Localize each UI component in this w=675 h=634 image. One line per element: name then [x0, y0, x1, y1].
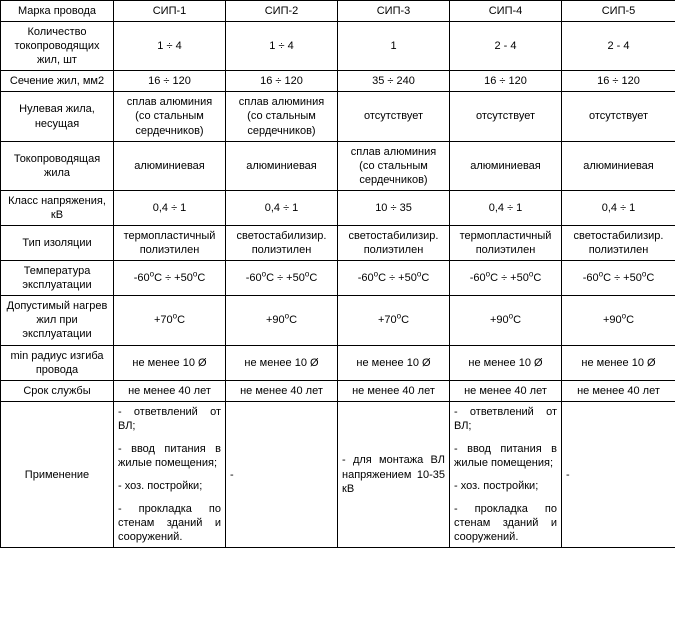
cell-r9-c4: [562, 380, 675, 401]
cell-line: - ответвлений от ВЛ;: [118, 405, 221, 432]
row-label: Нулевая жила, несущая: [1, 92, 114, 141]
cell-line: сердечников): [359, 173, 428, 186]
header-cell-sip-2: СИП-2: [226, 1, 338, 22]
table-row-application: [1, 401, 675, 548]
cell-line: 0,4 ÷ 1: [601, 201, 636, 214]
cell-line: алюминиевая: [246, 159, 317, 172]
table-body: [1, 22, 675, 548]
cell-line: отсутствует: [363, 110, 423, 123]
cell-line: не менее 40 лет: [352, 384, 435, 397]
table-row: [1, 71, 675, 92]
cell-r7-c2: [338, 296, 450, 345]
cell-line: не менее 10 Ø: [356, 356, 431, 369]
cell-line: (со стальным: [135, 110, 204, 123]
cell-r2-c3: [450, 92, 562, 141]
cell-line: термопластичный: [123, 230, 216, 243]
cell-line: 10 ÷ 35: [375, 201, 412, 214]
cell-r5-c0: [114, 226, 226, 261]
cell-r6-c0: [114, 261, 226, 296]
cell-line: сердечников): [247, 124, 316, 137]
cell-line: полиэтилен: [588, 244, 649, 257]
row-label: Применение: [1, 401, 114, 548]
cell-line: $-60^оС \div +50^оС$: [469, 269, 542, 285]
cell-line: $-60^оС \div +50^оС$: [582, 269, 655, 285]
cell-line: - для монтажа ВЛ напряжением 10-35 кВ: [342, 454, 445, 495]
cell-line: светостабилизир.: [348, 230, 439, 243]
row-label: Количество токопроводящих жил, шт: [1, 22, 114, 71]
cell-line: -: [566, 468, 570, 481]
row-label: Токопроводящая жила: [1, 141, 114, 190]
cell-r7-c4: [562, 296, 675, 345]
cell-r1-c4: [562, 71, 675, 92]
cell-r4-c1: [226, 190, 338, 225]
cell-r8-c4: [562, 345, 675, 380]
cell-r7-c3: [450, 296, 562, 345]
cell-r2-c1: [226, 92, 338, 141]
cell-r1-c1: [226, 71, 338, 92]
row-label: Сечение жил, мм2: [1, 71, 114, 92]
cell-r6-c3: [450, 261, 562, 296]
cell-line: $-60^оС \div +50^оС$: [245, 269, 318, 285]
row-label: Температура эксплуатации: [1, 261, 114, 296]
cell-line: - ответвлений от ВЛ;: [454, 405, 557, 432]
cell-line: сплав алюминия: [350, 145, 437, 158]
cell-r2-c4: [562, 92, 675, 141]
cell-r1-c2: [338, 71, 450, 92]
cell-line: 16 ÷ 120: [260, 75, 303, 88]
cell-line: не менее 10 Ø: [132, 356, 207, 369]
cell-r3-c2: [338, 141, 450, 190]
cell-line: 16 ÷ 120: [484, 75, 527, 88]
table-row: [1, 141, 675, 190]
cell-line: - ввод питания в жилые помещения;: [454, 442, 557, 470]
cell-line: отсутствует: [588, 110, 648, 123]
cell-line: полиэтилен: [363, 244, 424, 257]
row-label: Тип изоляции: [1, 226, 114, 261]
cell-line: $+90^оС$: [265, 311, 298, 327]
cell-line: (со стальным: [359, 159, 428, 172]
cell-line: термопластичный: [459, 230, 552, 243]
cell-line: $+90^оС$: [602, 311, 635, 327]
cell-r8-c2: [338, 345, 450, 380]
row-label: min радиус изгиба провода: [1, 345, 114, 380]
cell-line: - прокладка по стенам зданий и сооружений.: [454, 503, 557, 544]
cell-line: не менее 40 лет: [577, 384, 660, 397]
cell-line: алюминиевая: [583, 159, 654, 172]
row-label: Класс напряжения, кВ: [1, 190, 114, 225]
cell-line: -: [230, 468, 234, 481]
cell-r5-c2: [338, 226, 450, 261]
cell-line: 0,4 ÷ 1: [152, 201, 187, 214]
cell-line: не менее 10 Ø: [244, 356, 319, 369]
cell-r4-c4: [562, 190, 675, 225]
cell-line: 1: [390, 40, 397, 53]
cell-line: сердечников): [135, 124, 204, 137]
cell-line: полиэтилен: [139, 244, 200, 257]
cell-r2-c2: [338, 92, 450, 141]
cell-line: $-60^оС \div +50^оС$: [357, 269, 430, 285]
cell-line: 2 - 4: [607, 40, 630, 53]
cell-r5-c4: [562, 226, 675, 261]
row-label: Допустимый нагрев жил при эксплуатации: [1, 296, 114, 345]
cell-line: отсутствует: [475, 110, 535, 123]
cell-r3-c3: [450, 141, 562, 190]
cell-line: не менее 40 лет: [240, 384, 323, 397]
cell-line: алюминиевая: [134, 159, 205, 172]
cell-line: $+70^оС$: [377, 311, 410, 327]
cell-r4-c3: [450, 190, 562, 225]
cell-line: - хоз. постройки;: [118, 480, 203, 493]
table-row: [1, 226, 675, 261]
table-row: [1, 345, 675, 380]
table-row: [1, 380, 675, 401]
header-cell-sip-1: СИП-1: [114, 1, 226, 22]
cell-line: сплав алюминия: [238, 96, 325, 109]
cell-line: $+70^оС$: [153, 311, 186, 327]
cell-r4-c2: [338, 190, 450, 225]
cell-r4-c0: [114, 190, 226, 225]
cell-r0-c2: [338, 22, 450, 71]
cell-r9-c3: [450, 380, 562, 401]
cell-line: $+90^оС$: [489, 311, 522, 327]
header-cell-parameter: Марка провода: [1, 1, 114, 22]
cell-r6-c1: [226, 261, 338, 296]
cell-application-c3: [450, 401, 562, 548]
cell-r3-c1: [226, 141, 338, 190]
cell-r8-c3: [450, 345, 562, 380]
table-row: [1, 190, 675, 225]
cell-line: 1 ÷ 4: [157, 40, 182, 53]
cell-r5-c1: [226, 226, 338, 261]
cell-line: полиэтилен: [251, 244, 312, 257]
table-row: [1, 296, 675, 345]
cell-line: - хоз. постройки;: [454, 480, 539, 493]
header-cell-sip-3: СИП-3: [338, 1, 450, 22]
header-cell-sip-5: СИП-5: [562, 1, 675, 22]
cell-r1-c0: [114, 71, 226, 92]
header-cell-sip-4: СИП-4: [450, 1, 562, 22]
cell-r6-c2: [338, 261, 450, 296]
cell-line: алюминиевая: [470, 159, 541, 172]
table-row: [1, 92, 675, 141]
cell-line: 0,4 ÷ 1: [488, 201, 523, 214]
cell-r3-c0: [114, 141, 226, 190]
cell-line: 35 ÷ 240: [372, 75, 415, 88]
cell-r7-c1: [226, 296, 338, 345]
cell-line: не менее 40 лет: [128, 384, 211, 397]
cell-line: 16 ÷ 120: [597, 75, 640, 88]
cell-r6-c4: [562, 261, 675, 296]
table-header-row: [1, 1, 675, 22]
cell-r1-c3: [450, 71, 562, 92]
cell-r8-c0: [114, 345, 226, 380]
cell-application-c4: [562, 401, 675, 548]
cell-r0-c3: [450, 22, 562, 71]
cell-line: не менее 10 Ø: [581, 356, 656, 369]
cell-line: - ввод питания в жилые помещения;: [118, 442, 221, 470]
cell-r5-c3: [450, 226, 562, 261]
row-label: Срок службы: [1, 380, 114, 401]
cell-r3-c4: [562, 141, 675, 190]
table-row: [1, 22, 675, 71]
cell-line: полиэтилен: [475, 244, 536, 257]
cell-r9-c0: [114, 380, 226, 401]
cell-line: не менее 10 Ø: [468, 356, 543, 369]
cell-line: светостабилизир.: [573, 230, 664, 243]
cell-r8-c1: [226, 345, 338, 380]
cell-line: 16 ÷ 120: [148, 75, 191, 88]
cell-application-c1: [226, 401, 338, 548]
table-row: [1, 261, 675, 296]
cell-line: 0,4 ÷ 1: [264, 201, 299, 214]
cell-line: 1 ÷ 4: [269, 40, 294, 53]
cell-line: светостабилизир.: [236, 230, 327, 243]
cell-line: - прокладка по стенам зданий и сооружений.: [118, 503, 221, 544]
cell-application-c0: [114, 401, 226, 548]
cell-line: (со стальным: [247, 110, 316, 123]
cell-r9-c1: [226, 380, 338, 401]
cell-line: 2 - 4: [494, 40, 517, 53]
cell-r0-c4: [562, 22, 675, 71]
cell-line: $-60^оС \div +50^оС$: [133, 269, 206, 285]
cell-r0-c1: [226, 22, 338, 71]
cell-line: сплав алюминия: [126, 96, 213, 109]
cell-line: не менее 40 лет: [464, 384, 547, 397]
cell-r7-c0: [114, 296, 226, 345]
cell-r2-c0: [114, 92, 226, 141]
cell-application-c2: [338, 401, 450, 548]
cell-r0-c0: [114, 22, 226, 71]
cell-r9-c2: [338, 380, 450, 401]
